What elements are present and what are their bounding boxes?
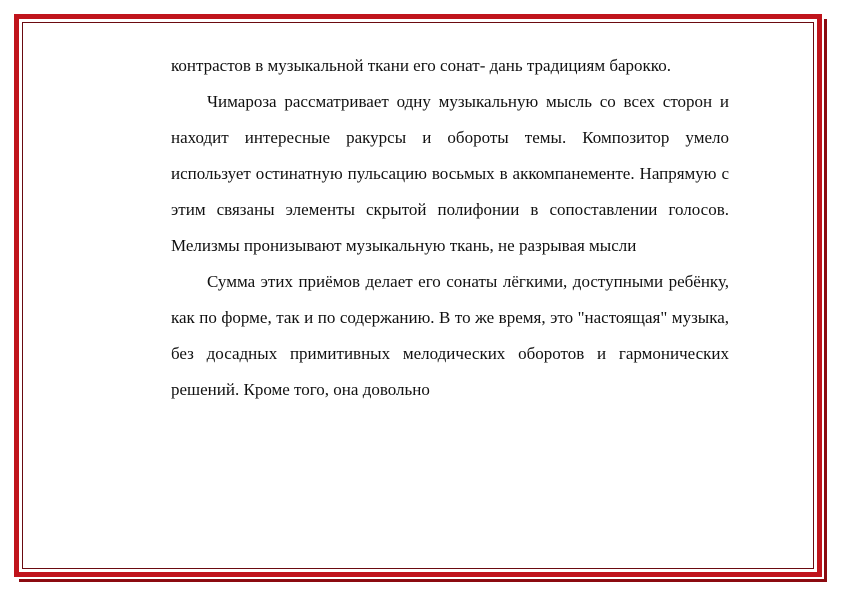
paragraph-2: Чимароза рассматривает одну музыкальную мысль со всех сторон и находит интересные ракурсы и обороты темы. Композитор умело использует остинатную пульсацию восьмых в аккомпанементе. Напрямую с этим связаны элементы скрытой полифонии в сопоставлении голосов. Мелизмы пронизывают музыкальную ткань, не разрывая мысли [171, 92, 729, 255]
paragraph-1: контрастов в музыкальной ткани его сонат- дань традициям барокко. [171, 56, 671, 75]
document-text [171, 48, 729, 408]
paragraph-3: Сумма этих приёмов делает его сонаты лёгкими, доступными ребёнку, как по форме, так и по содержанию. В то же время, это "настоящая" музыка, без досадных примитивных мелодических оборотов и гармонических решений. Кроме того, она довольно [171, 272, 729, 399]
